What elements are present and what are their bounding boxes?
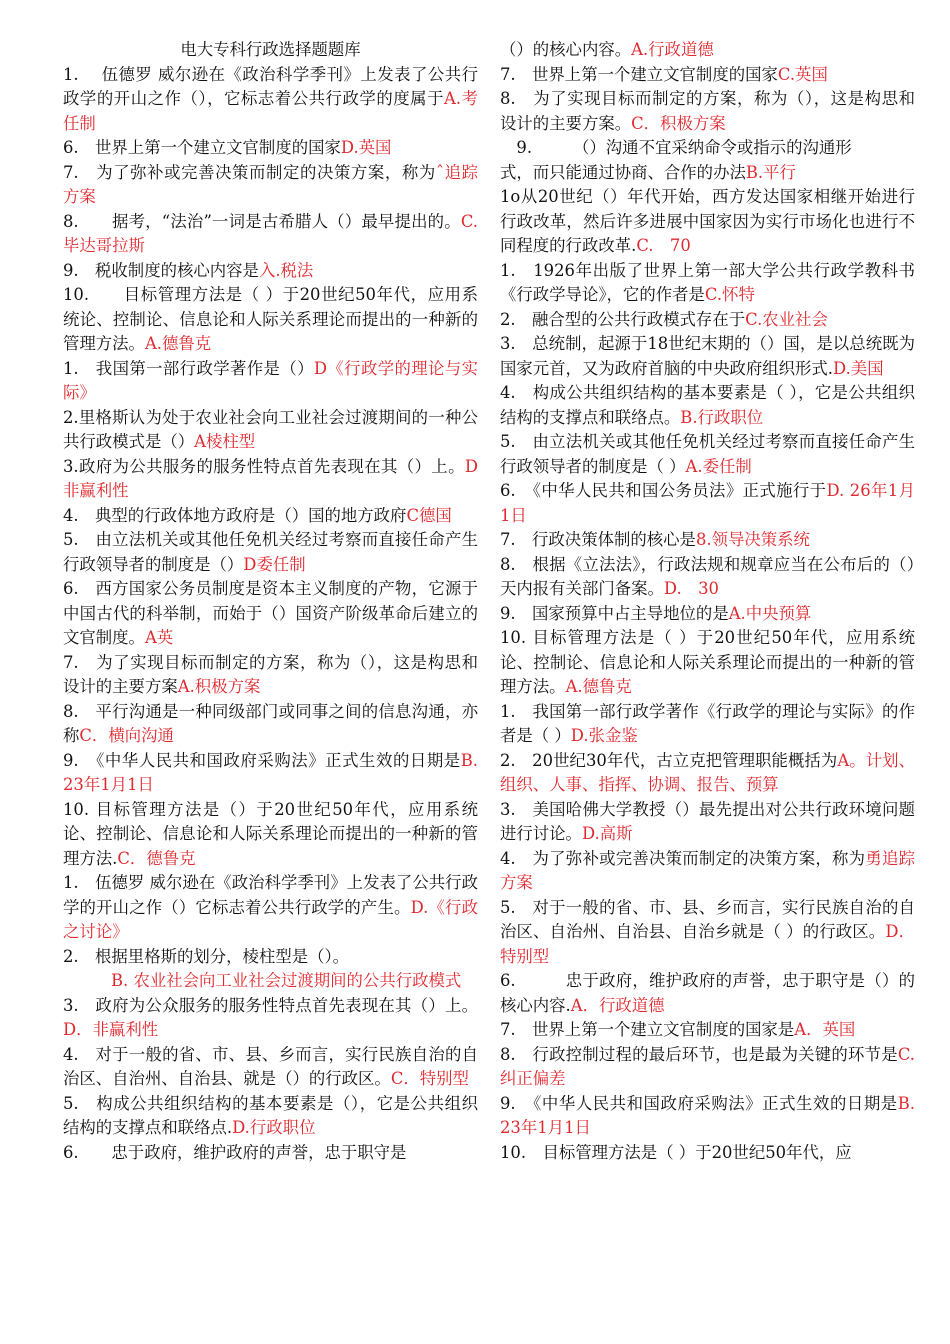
- question-text: 8. 行政控制过程的最后环节，也是最为关键的环节是: [500, 1044, 898, 1064]
- answer-text: C．特别型: [390, 1069, 469, 1088]
- question-text: 9. 税收制度的核心内容是: [63, 260, 259, 280]
- answer-text: C. 70: [636, 236, 691, 255]
- question-text: 5. 对于一般的省、市、县、乡而言，实行民族自治的自治区、自治州、自治县、自治乡就是（ ）的行政区。: [500, 897, 915, 941]
- question-text: 7. 为了弥补或完善决策而制定的决策方案，称为: [63, 162, 436, 182]
- question-item: [63, 210, 478, 259]
- document-title: 电大专科行政选择题题库: [180, 40, 361, 59]
- answer-text: D《行政学的理论与实际》: [63, 358, 478, 402]
- answer-text: C.纠正偏差: [500, 1044, 915, 1088]
- question-text: 7. 世界上第一个建立文官制度的国家: [500, 64, 778, 84]
- question-item: [500, 308, 915, 333]
- question-item: [63, 1141, 478, 1166]
- answer-text: C.英国: [777, 64, 828, 84]
- question-text: 1. 1926年出版了世界上第一部大学公共行政学教科书《行政学导论》，它的作者是: [500, 260, 915, 304]
- question-text: 1. 伍德罗 威尔逊在《政治科学季刊》上发表了公共行政学的开山之作（），它标志着公共行政学的度属于: [63, 64, 478, 108]
- question-item: [500, 185, 915, 259]
- answer-text: C．德鲁克: [117, 848, 196, 868]
- question-text: 8. 根据《立法法》，行政法规和规章应当在公布后的（）天内报有关部门备案。: [500, 554, 915, 598]
- answer-text: D．特别型: [500, 922, 915, 966]
- question-text: 10. 目标管理方法是（ ）于20世纪50年代，应: [500, 1142, 852, 1162]
- question-item: [500, 1141, 915, 1166]
- question-item: [500, 847, 915, 896]
- question-item: [500, 161, 915, 186]
- question-text: 式，而只能通过协商、合作的办法: [500, 162, 746, 182]
- answer-text: B. 23年1月1日: [63, 750, 495, 794]
- question-item: [63, 1092, 478, 1141]
- answer-text: A.行政道德: [631, 40, 714, 59]
- answer-text: D委任制: [243, 554, 306, 574]
- question-text: 9. 《中华人民共和国政府采购法》正式生效的日期是: [500, 1093, 898, 1113]
- question-text: 2.里格斯认为处于农业社会向工业社会过渡期间的一种公共行政模式是（）: [63, 407, 478, 451]
- answer-text: ˆ追踪方案: [63, 162, 479, 206]
- question-item: [63, 871, 478, 945]
- question-text: 5. 由立法机关或其他任免机关经过考察而直接任命产生行政领导者的制度是（ ）: [500, 432, 915, 476]
- answer-text: D. 26年1月1日: [500, 481, 915, 525]
- question-text: 5. 由立法机关或其他任免机关经过考察而直接任命产生行政领导者的制度是（）: [63, 530, 478, 574]
- question-text: 5. 构成公共组织结构的基本要素是（），它是公共组织结构的支撑点和联络点.: [63, 1093, 478, 1137]
- answer-text: C德国: [406, 505, 452, 525]
- question-item: [63, 406, 478, 455]
- question-text: 4. 典型的行政体地方政府是（）国的地方政府: [63, 505, 407, 525]
- question-text: 3. 美国哈佛大学教授（）最先提出对公共行政环境问题进行讨论。: [500, 799, 915, 843]
- question-text: 6. 西方国家公务员制度是资本主义制度的产物，它源于中国古代的科举制，而始于（）国资产阶级革命后建立的文官制度。: [63, 579, 478, 647]
- question-text: 8. 平行沟通是一种同级部门或同事之间的信息沟通，亦称: [63, 701, 478, 745]
- answer-text: C．积极方案: [631, 113, 726, 133]
- question-item: [63, 63, 478, 137]
- answer-text: D.《行政之讨论》: [63, 897, 478, 941]
- question-item: [63, 528, 478, 577]
- question-text: 2. 根据里格斯的划分，棱柱型是（）。: [63, 946, 350, 966]
- answer-text: A.考任制: [63, 89, 479, 133]
- answer-text: A棱柱型: [194, 432, 256, 451]
- question-text: 4. 为了弥补或完善决策而制定的决策方案，称为: [500, 848, 866, 868]
- question-item: [500, 1092, 932, 1141]
- question-text: 1o从20世纪（）年代开始，西方发达国家相继开始进行行政改革，然后许多进展中国家因为实行市场化也进行不同程度的行政改革.: [500, 187, 915, 255]
- answer-text: A.中央预算: [728, 603, 812, 623]
- answer-text: C.怀特: [704, 285, 755, 304]
- question-item: [500, 1043, 915, 1092]
- question-item: [63, 161, 478, 210]
- question-item: [500, 1018, 915, 1043]
- answer-text: A．英国: [794, 1020, 856, 1039]
- right-column: [500, 38, 932, 1165]
- answer-text: B.平行: [745, 162, 796, 182]
- question-text: 7. 行政决策体制的核心是: [500, 530, 696, 549]
- answer-text: D.英国: [340, 138, 392, 157]
- answer-text: D.美国: [833, 358, 884, 378]
- question-item: [500, 479, 915, 528]
- question-item: [500, 896, 915, 970]
- question-text: 7. 世界上第一个建立文官制度的国家是: [500, 1020, 795, 1039]
- answer-text: 8.领导决策系统: [695, 530, 810, 549]
- question-text: 3.政府为公共服务的服务性特点首先表现在其（）上。: [63, 456, 465, 476]
- question-item: [500, 798, 915, 847]
- answer-text: C.农业社会: [745, 309, 828, 329]
- question-item: [500, 969, 915, 1018]
- question-text: 1. 我国第一部行政学著作《行政学的理论与实际》的作者是（ ）: [500, 701, 915, 745]
- question-text: 6. 忠于政府，维护政府的声誉，忠于职守是（）的核心内容.: [500, 971, 915, 1015]
- question-text: 1. 伍德罗 威尔逊在《政治科学季刊》上发表了公共行政学的开山之作（）它标志着公共行政学的产生。: [63, 873, 478, 917]
- answer-text: 入.税法: [258, 260, 314, 280]
- question-item: [500, 332, 915, 381]
- question-text: 2. 20世纪30年代，古立克把管理职能概括为: [500, 750, 838, 770]
- question-text: （）的核心内容。: [500, 40, 632, 59]
- question-item: [63, 798, 478, 872]
- question-item: [63, 577, 478, 651]
- question-text: 10. 目标管理方法是（ ）于20世纪50年代，应用系统论、控制论、信息论和人际关系理论而提出的一种新的管理方法。: [500, 628, 915, 696]
- answer-text: A.积极方案: [177, 677, 261, 696]
- question-text: 9. 国家预算中占主导地位的是: [500, 603, 729, 623]
- question-text: 7. 为了实现目标而制定的方案，称为（），这是构思和设计的主要方案: [63, 652, 478, 696]
- answer-text: B. 农业社会向工业社会过渡期间的公共行政模式: [111, 971, 462, 990]
- answer-text: B. 23年1月1日: [500, 1093, 932, 1137]
- answer-text: C．横向沟通: [79, 726, 174, 745]
- question-text: 9. 《中华人民共和国政府采购法》正式生效的日期是: [63, 750, 461, 770]
- question-text: 4. 构成公共组织结构的基本要素是（ ），它是公共组织结构的支撑点和联络点。: [500, 383, 915, 427]
- question-item: [500, 602, 915, 627]
- answer-text: D.行政职位: [232, 1118, 316, 1137]
- question-item: [500, 700, 915, 749]
- question-text: 10. 目标管理方法是（）于20世纪50年代，应用系统论、控制论、信息论和人际关系理论而提出的一种新的管理方法.: [63, 799, 478, 868]
- question-text: 6. 忠于政府，维护政府的声誉，忠于职守是: [63, 1142, 407, 1162]
- question-item: [500, 381, 915, 430]
- answer-text: D.张金鉴: [570, 726, 638, 745]
- answer-text: C.毕达哥拉斯: [63, 211, 478, 255]
- question-item: [500, 87, 915, 136]
- answer-text: A．行政道德: [570, 995, 665, 1015]
- answer-text: A。计划、组织、人事、指挥、协调、报告、预算: [500, 750, 915, 794]
- question-text: 1. 我国第一部行政学著作是（）: [63, 358, 314, 378]
- answer-text: B.行政职位: [680, 407, 764, 427]
- answer-text: A英: [144, 628, 174, 647]
- question-item: [63, 651, 478, 700]
- answer-text: A.德鲁克: [144, 334, 212, 353]
- answer-text: 勇追踪方案: [500, 848, 915, 892]
- question-item: [63, 504, 478, 529]
- question-item: [63, 136, 478, 161]
- question-item: [500, 63, 915, 88]
- question-text: 10. 目标管理方法是（ ）于20世纪50年代，应用系统论、控制论、信息论和人际关系理论而提出的一种新的管理方法。: [63, 285, 478, 353]
- question-item: [63, 259, 478, 284]
- question-item: [500, 553, 915, 602]
- answer-text: D．非赢利性: [63, 1020, 159, 1039]
- question-item: [63, 1043, 478, 1092]
- question-text: 8. 为了实现目标而制定的方案，称为（），这是构思和设计的主要方案。: [500, 89, 915, 133]
- question-item: [63, 283, 478, 357]
- answer-text: A.德鲁克: [565, 677, 632, 696]
- question-text: 3. 政府为公众服务的服务性特点首先表现在其（）上。: [63, 995, 478, 1015]
- question-item: [500, 136, 915, 161]
- question-text: 8. 据考，“法治”一词是古希腊人（）最早提出的。: [63, 211, 461, 231]
- question-text: 9. （）沟通不宜采纳命令或指示的沟通形: [500, 138, 852, 157]
- question-item: [63, 700, 478, 749]
- question-text: 6. 世界上第一个建立文官制度的国家: [63, 138, 341, 157]
- question-text: 3. 总统制，起源于18世纪末期的（）国，是以总统既为国家元首，又为政府首脑的中央政府组织形式.: [500, 334, 915, 378]
- question-item: [500, 749, 915, 798]
- question-item: [500, 626, 915, 700]
- question-text: 6. 《中华人民共和国公务员法》正式施行于: [500, 481, 827, 500]
- left-column: [63, 38, 495, 1165]
- question-item: [63, 945, 478, 994]
- answer-text: D.高斯: [581, 824, 633, 843]
- question-text: 2. 融合型的公共行政模式存在于: [500, 309, 746, 329]
- answer-text: D非赢利性: [63, 456, 478, 500]
- question-item: [63, 455, 478, 504]
- question-item: [63, 749, 495, 798]
- question-item: [500, 528, 915, 553]
- question-item: [500, 38, 915, 63]
- question-text: 4. 对于一般的省、市、县、乡而言，实行民族自治的自治区、自治州、自治县、就是（）的行政区。: [63, 1044, 478, 1088]
- question-item: [63, 994, 478, 1043]
- answer-text: D. 30: [663, 579, 719, 598]
- question-item: [500, 430, 915, 479]
- question-item: [500, 259, 915, 308]
- question-item: [63, 357, 478, 406]
- answer-text: A.委任制: [685, 456, 752, 476]
